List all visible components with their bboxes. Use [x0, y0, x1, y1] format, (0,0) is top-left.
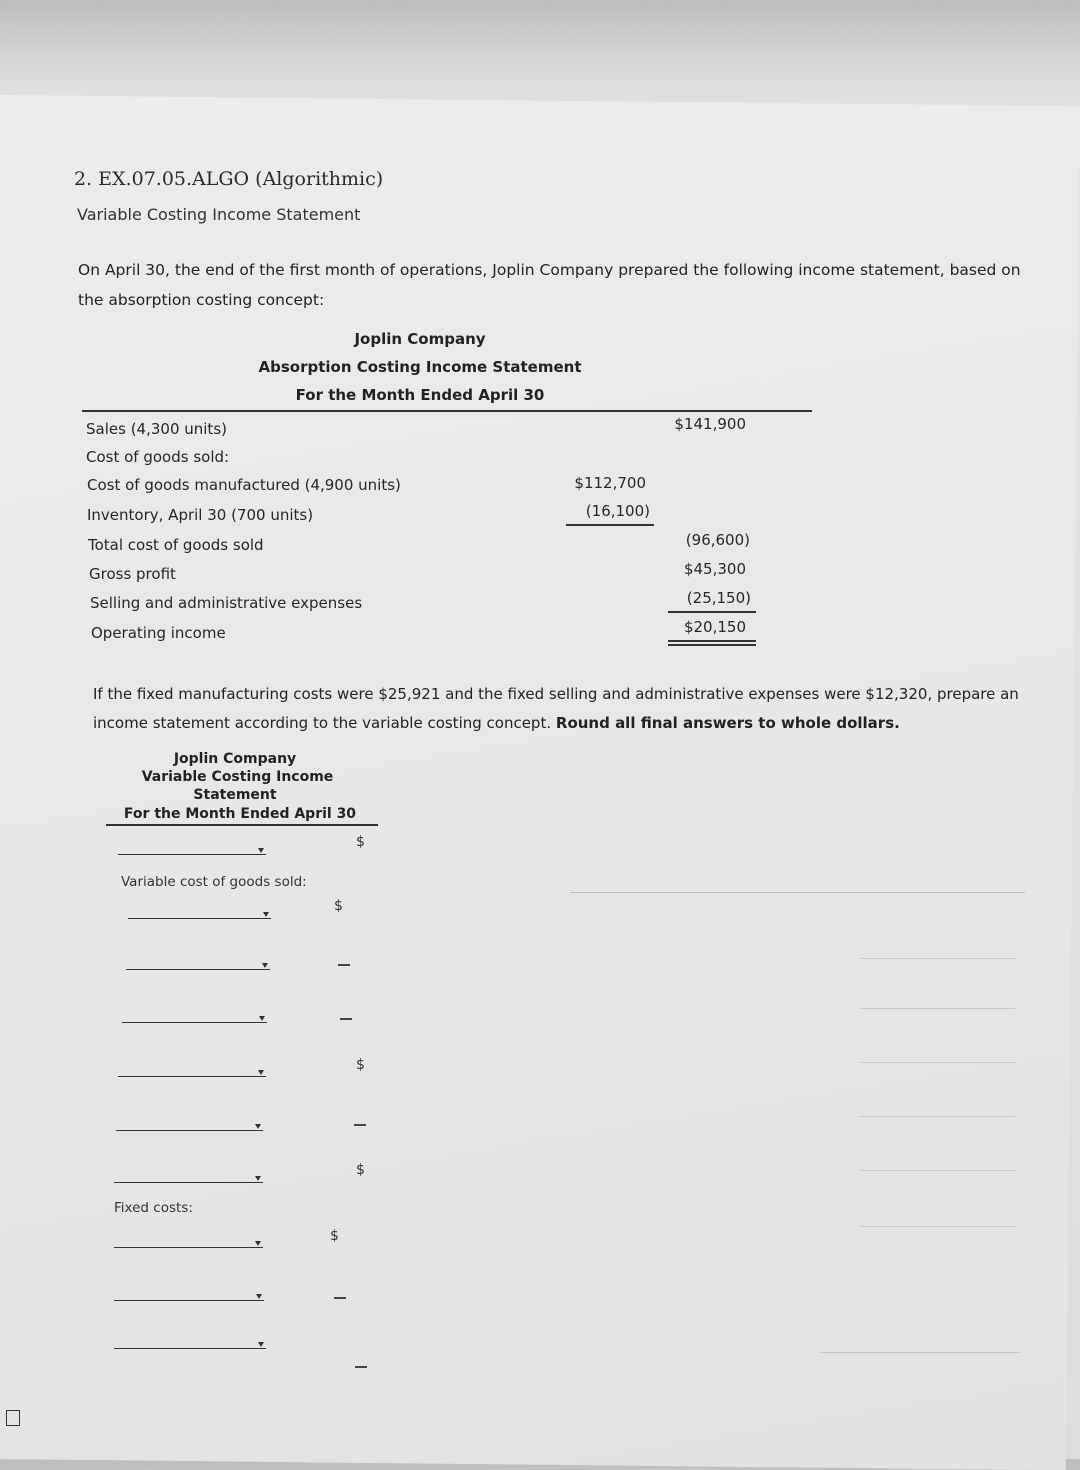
absorption-row-col2: (25,150): [686, 589, 751, 607]
amount-field-placeholder: [354, 1124, 366, 1126]
absorption-total-rule-1: [668, 640, 756, 642]
instructions: [93, 680, 1053, 738]
variable-cogs-select-1[interactable]: [128, 904, 271, 919]
problem-title: 2. EX.07.05.ALGO (Algorithmic): [74, 168, 384, 190]
variable-statement-title-2: Statement: [193, 787, 277, 803]
absorption-row-col1: $112,700: [574, 474, 646, 492]
page-edge-icon: [6, 1410, 20, 1426]
absorption-row-label: Sales (4,300 units): [86, 420, 227, 438]
currency-symbol: $: [334, 898, 343, 914]
absorption-header-rule: [82, 410, 812, 412]
faint-rule: [570, 892, 1025, 893]
absorption-row-label: Selling and administrative expenses: [90, 594, 363, 612]
faint-rule: [860, 1226, 1015, 1227]
absorption-row-label: Cost of goods sold:: [86, 448, 230, 466]
absorption-statement-title: Absorption Costing Income Statement: [258, 358, 582, 376]
chevron-down-icon: [263, 912, 269, 917]
currency-symbol: $: [330, 1228, 339, 1244]
faint-rule: [860, 1062, 1015, 1063]
absorption-row-label: Total cost of goods sold: [88, 536, 264, 554]
chevron-down-icon: [255, 1241, 261, 1246]
variable-cogs-select-2[interactable]: [126, 955, 270, 970]
absorption-row-col2: $141,900: [674, 415, 746, 433]
chevron-down-icon: [258, 1070, 264, 1075]
currency-symbol: $: [356, 1057, 365, 1073]
absorption-subtotal-rule: [668, 611, 756, 613]
chevron-down-icon: [256, 1294, 262, 1299]
variable-period: For the Month Ended April 30: [123, 806, 357, 822]
fixed-costs-select-2[interactable]: [114, 1286, 264, 1301]
absorption-row-label: Inventory, April 30 (700 units): [87, 506, 314, 524]
variable-cogs-select-4[interactable]: [118, 1062, 266, 1077]
absorption-row-col2: $20,150: [683, 618, 746, 636]
absorption-company: Joplin Company: [354, 330, 486, 348]
faint-rule: [860, 1170, 1015, 1171]
amount-field-placeholder: [355, 1366, 367, 1368]
absorption-row-label: Cost of goods manufactured (4,900 units): [87, 476, 401, 494]
faint-rule: [860, 1116, 1015, 1117]
instructions-bold: Round all final answers to whole dollars.: [555, 714, 900, 732]
absorption-row-label: Operating income: [91, 624, 226, 642]
absorption-period: For the Month Ended April 30: [295, 386, 545, 404]
currency-symbol: $: [356, 1162, 365, 1178]
absorption-subtotal-rule: [566, 524, 654, 526]
absorption-total-rule-2: [668, 644, 756, 646]
fixed-costs-label: Fixed costs:: [114, 1200, 193, 1216]
variable-statement-title: Variable Costing Income: [141, 769, 334, 785]
absorption-row-col2: $45,300: [683, 560, 746, 578]
chevron-down-icon: [255, 1176, 261, 1181]
variable-cogs-select-3[interactable]: [122, 1008, 267, 1023]
amount-field-placeholder: [340, 1018, 352, 1020]
chevron-down-icon: [258, 1342, 264, 1347]
chevron-down-icon: [262, 963, 268, 968]
absorption-row-label: Gross profit: [89, 565, 176, 583]
instructions-text: If the fixed manufacturing costs were $25,921 and the fixed selling and administrative expenses were $12,320, prepare an income statement according to the variable costing concept.: [93, 685, 1019, 732]
variable-cogs-label: Variable cost of goods sold:: [121, 874, 307, 890]
variable-company: Joplin Company: [173, 751, 297, 767]
contribution-margin-select[interactable]: [114, 1168, 263, 1183]
problem-subtitle: Variable Costing Income Statement: [77, 205, 361, 224]
sales-select[interactable]: [118, 840, 266, 855]
amount-field-placeholder: [334, 1297, 346, 1299]
amount-field-placeholder: [338, 964, 350, 966]
faint-rule: [860, 1008, 1015, 1009]
faint-rule: [820, 1352, 1020, 1353]
chevron-down-icon: [258, 848, 264, 853]
absorption-row-col2: (96,600): [685, 531, 750, 549]
manufacturing-margin-select[interactable]: [116, 1116, 263, 1131]
problem-intro: On April 30, the end of the first month of operations, Joplin Company prepared the following income statement, based on the absorption costing concept:: [78, 261, 1021, 309]
currency-symbol: $: [356, 834, 365, 850]
chevron-down-icon: [259, 1016, 265, 1021]
operating-income-select[interactable]: [114, 1334, 266, 1349]
faint-rule: [860, 958, 1015, 959]
chevron-down-icon: [255, 1124, 261, 1129]
absorption-row-col1: (16,100): [585, 502, 650, 520]
variable-header-rule: [106, 824, 378, 826]
fixed-costs-select-1[interactable]: [114, 1233, 263, 1248]
